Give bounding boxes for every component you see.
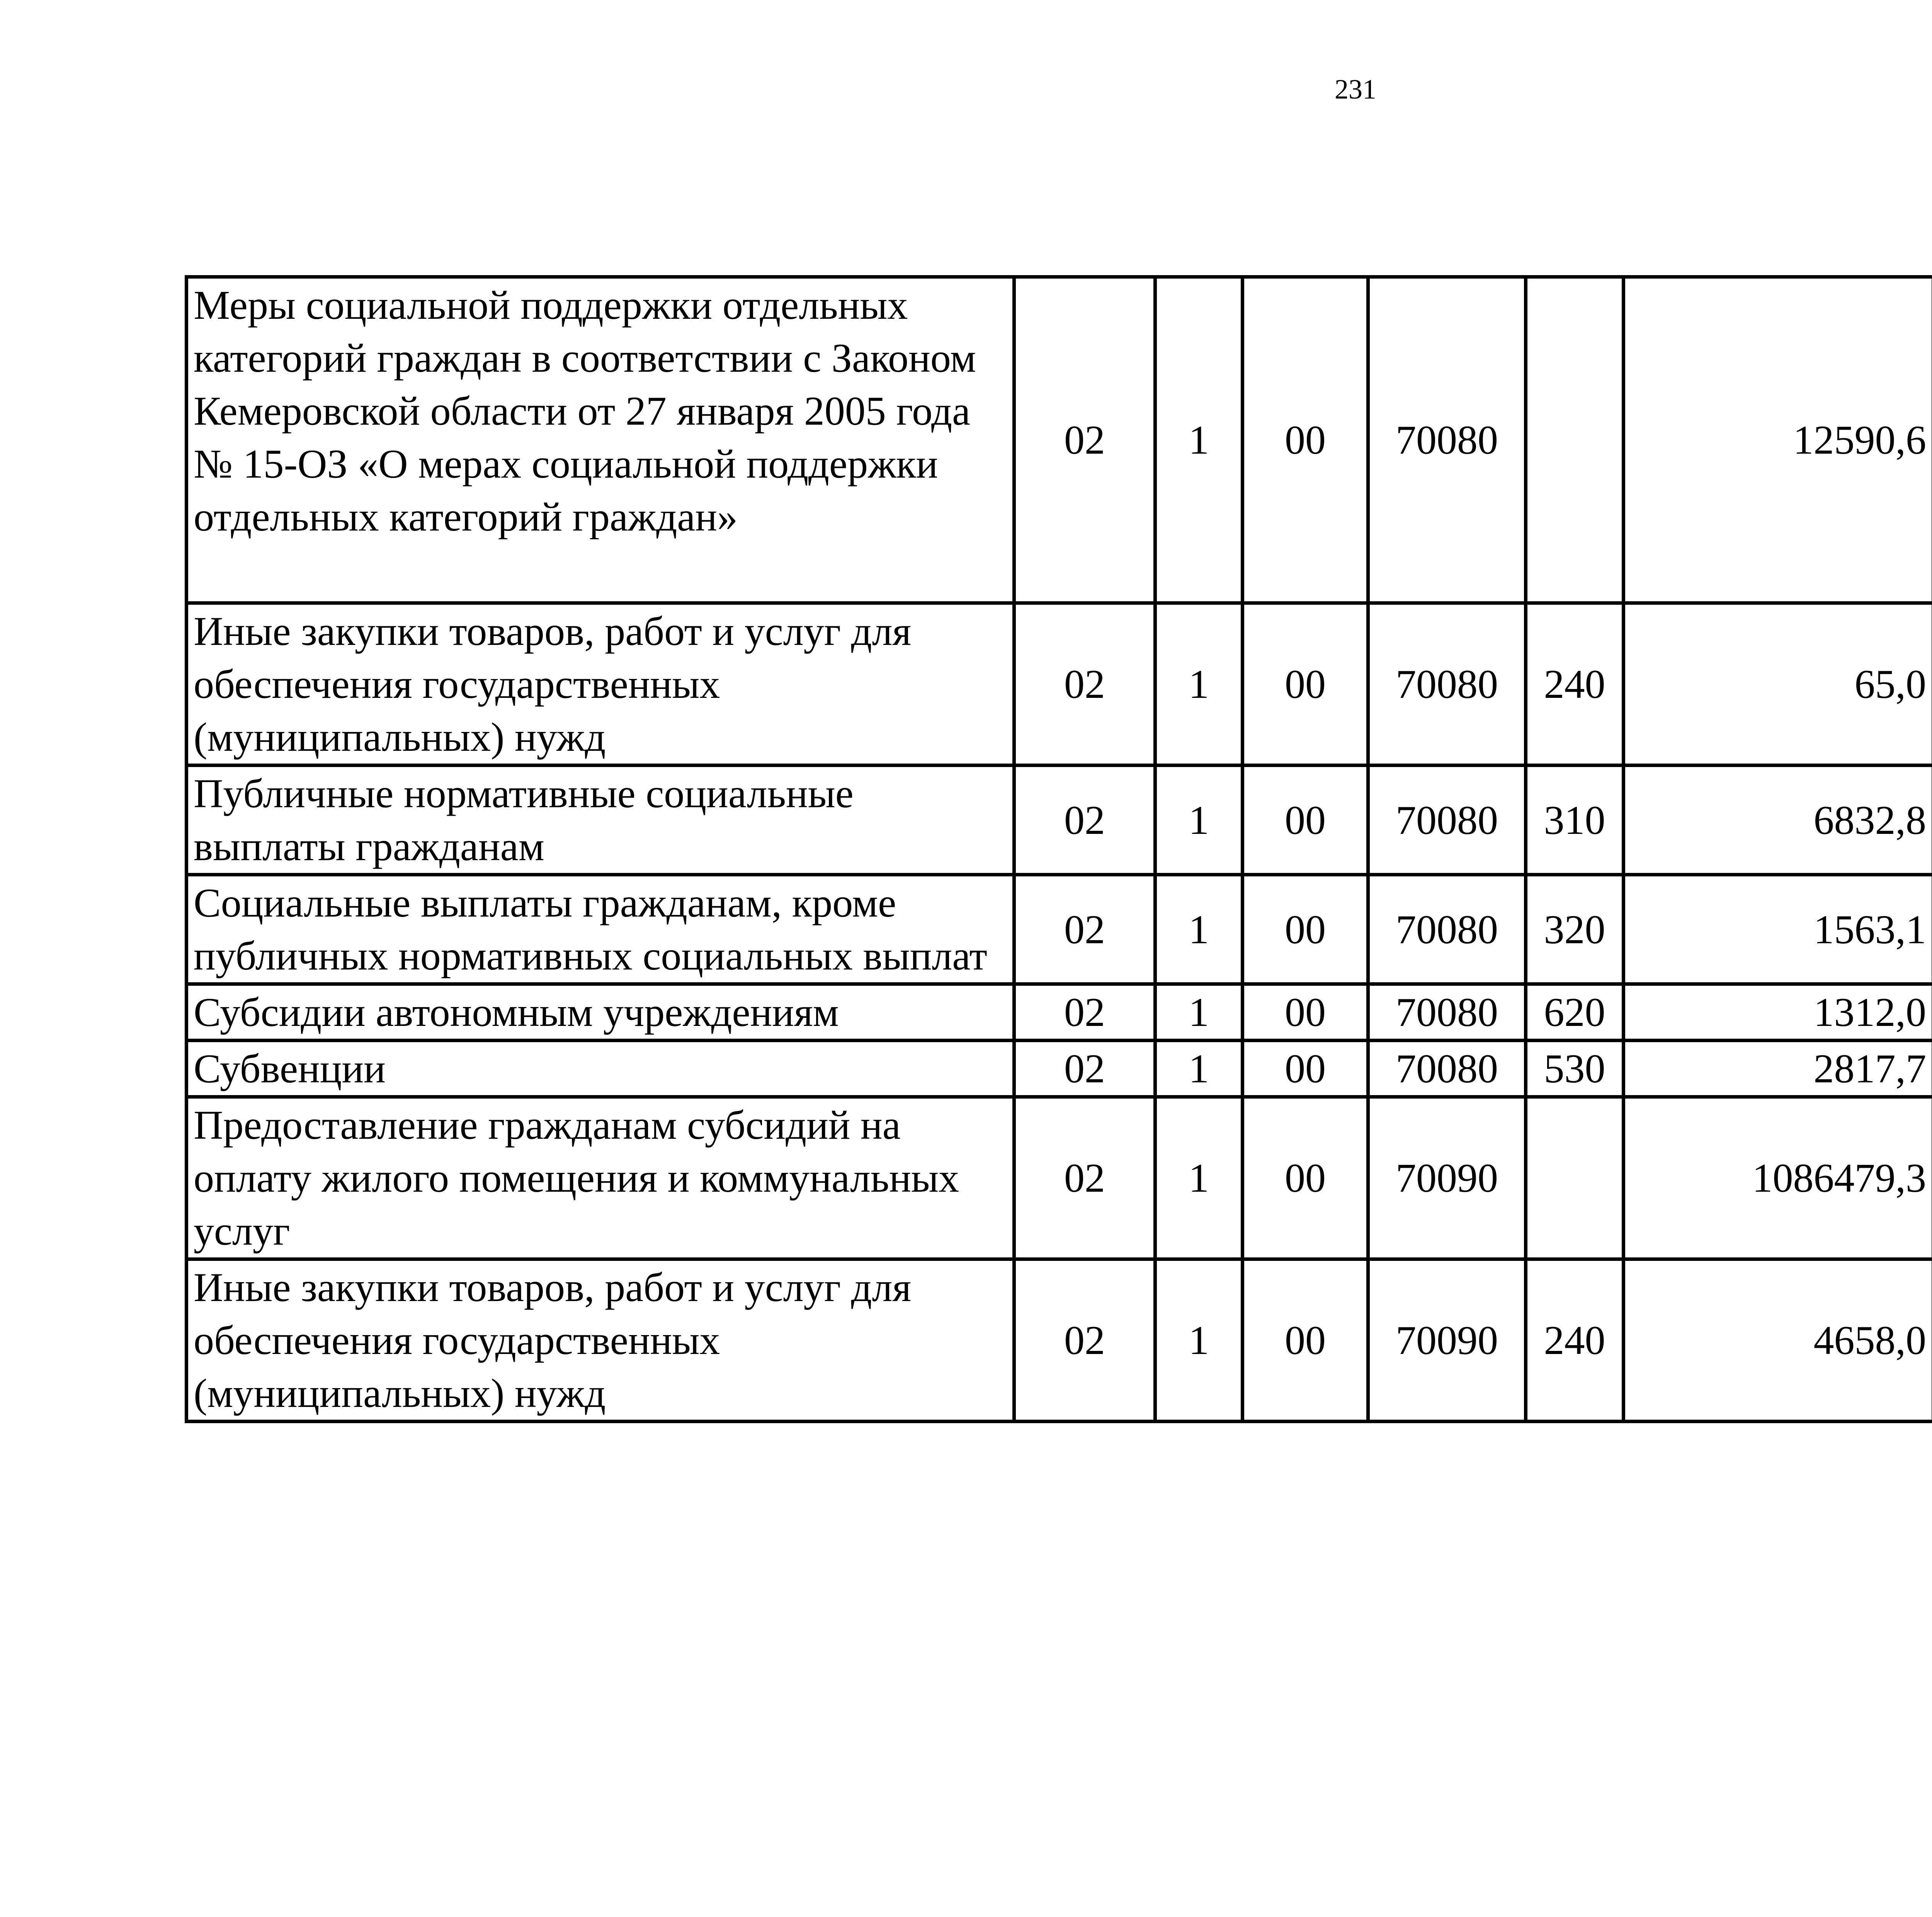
program-code-cell: 1 <box>1155 277 1243 603</box>
direction-code-cell: 70090 <box>1368 1097 1526 1259</box>
program-code-cell: 1 <box>1155 1097 1243 1259</box>
expense-type-cell: 620 <box>1526 984 1624 1041</box>
direction-code-cell: 70080 <box>1368 875 1526 984</box>
amount-cell-1: 12590,6 <box>1624 277 1932 603</box>
table-row <box>187 1041 1932 1097</box>
table-row <box>187 1259 1932 1422</box>
table-row <box>187 875 1932 984</box>
section-code-cell: 02 <box>1014 875 1155 984</box>
row-name-cell: Социальные выплаты гражданам, кроме публичных нормативных социальных выплат <box>187 875 1014 984</box>
section-code-cell: 02 <box>1014 603 1155 765</box>
subprogram-code-cell: 00 <box>1243 277 1368 603</box>
expense-type-cell: 240 <box>1526 1259 1624 1422</box>
program-code-cell: 1 <box>1155 1041 1243 1097</box>
direction-code-cell: 70080 <box>1368 765 1526 875</box>
amount-cell-1: 1312,0 <box>1624 984 1932 1041</box>
row-name-cell: Предоставление гражданам субсидий на оплату жилого помещения и коммунальных услуг <box>187 1097 1014 1259</box>
expense-type-cell: 320 <box>1526 875 1624 984</box>
program-code-cell: 1 <box>1155 765 1243 875</box>
section-code-cell: 02 <box>1014 277 1155 603</box>
direction-code-cell: 70090 <box>1368 1259 1526 1422</box>
row-name-cell: Субсидии автономным учреждениям <box>187 984 1014 1041</box>
row-name-cell: Меры социальной поддержки отдельных категорий граждан в соответствии с Законом Кемеровской области от 27 января 2005 года № 15-ОЗ «О мерах социальной поддержки отдельных категорий граждан» <box>187 277 1014 603</box>
table-row <box>187 603 1932 765</box>
direction-code-cell: 70080 <box>1368 277 1526 603</box>
amount-cell-1: 1086479,3 <box>1624 1097 1932 1259</box>
section-code-cell: 02 <box>1014 984 1155 1041</box>
amount-cell-1: 6832,8 <box>1624 765 1932 875</box>
page-number: 231 <box>1335 74 1376 105</box>
row-name-cell: Иные закупки товаров, работ и услуг для обеспечения государственных (муниципальных) нужд <box>187 603 1014 765</box>
amount-cell-1: 4658,0 <box>1624 1259 1932 1422</box>
subprogram-code-cell: 00 <box>1243 875 1368 984</box>
program-code-cell: 1 <box>1155 603 1243 765</box>
program-code-cell: 1 <box>1155 875 1243 984</box>
table-row <box>187 984 1932 1041</box>
amount-cell-1: 1563,1 <box>1624 875 1932 984</box>
expense-type-cell <box>1526 1097 1624 1259</box>
subprogram-code-cell: 00 <box>1243 603 1368 765</box>
direction-code-cell: 70080 <box>1368 984 1526 1041</box>
amount-cell-1: 2817,7 <box>1624 1041 1932 1097</box>
section-code-cell: 02 <box>1014 1097 1155 1259</box>
subprogram-code-cell: 00 <box>1243 1097 1368 1259</box>
row-name-cell: Иные закупки товаров, работ и услуг для обеспечения государственных (муниципальных) нужд <box>187 1259 1014 1422</box>
subprogram-code-cell: 00 <box>1243 1041 1368 1097</box>
budget-table <box>185 275 1932 1423</box>
expense-type-cell: 240 <box>1526 603 1624 765</box>
table-row <box>187 277 1932 603</box>
direction-code-cell: 70080 <box>1368 1041 1526 1097</box>
section-code-cell: 02 <box>1014 765 1155 875</box>
subprogram-code-cell: 00 <box>1243 765 1368 875</box>
row-name-cell: Публичные нормативные социальные выплаты гражданам <box>187 765 1014 875</box>
direction-code-cell: 70080 <box>1368 603 1526 765</box>
section-code-cell: 02 <box>1014 1259 1155 1422</box>
row-name-cell: Субвенции <box>187 1041 1014 1097</box>
table-row <box>187 765 1932 875</box>
subprogram-code-cell: 00 <box>1243 984 1368 1041</box>
program-code-cell: 1 <box>1155 984 1243 1041</box>
expense-type-cell <box>1526 277 1624 603</box>
subprogram-code-cell: 00 <box>1243 1259 1368 1422</box>
expense-type-cell: 310 <box>1526 765 1624 875</box>
section-code-cell: 02 <box>1014 1041 1155 1097</box>
amount-cell-1: 65,0 <box>1624 603 1932 765</box>
table-row <box>187 1097 1932 1259</box>
expense-type-cell: 530 <box>1526 1041 1624 1097</box>
program-code-cell: 1 <box>1155 1259 1243 1422</box>
